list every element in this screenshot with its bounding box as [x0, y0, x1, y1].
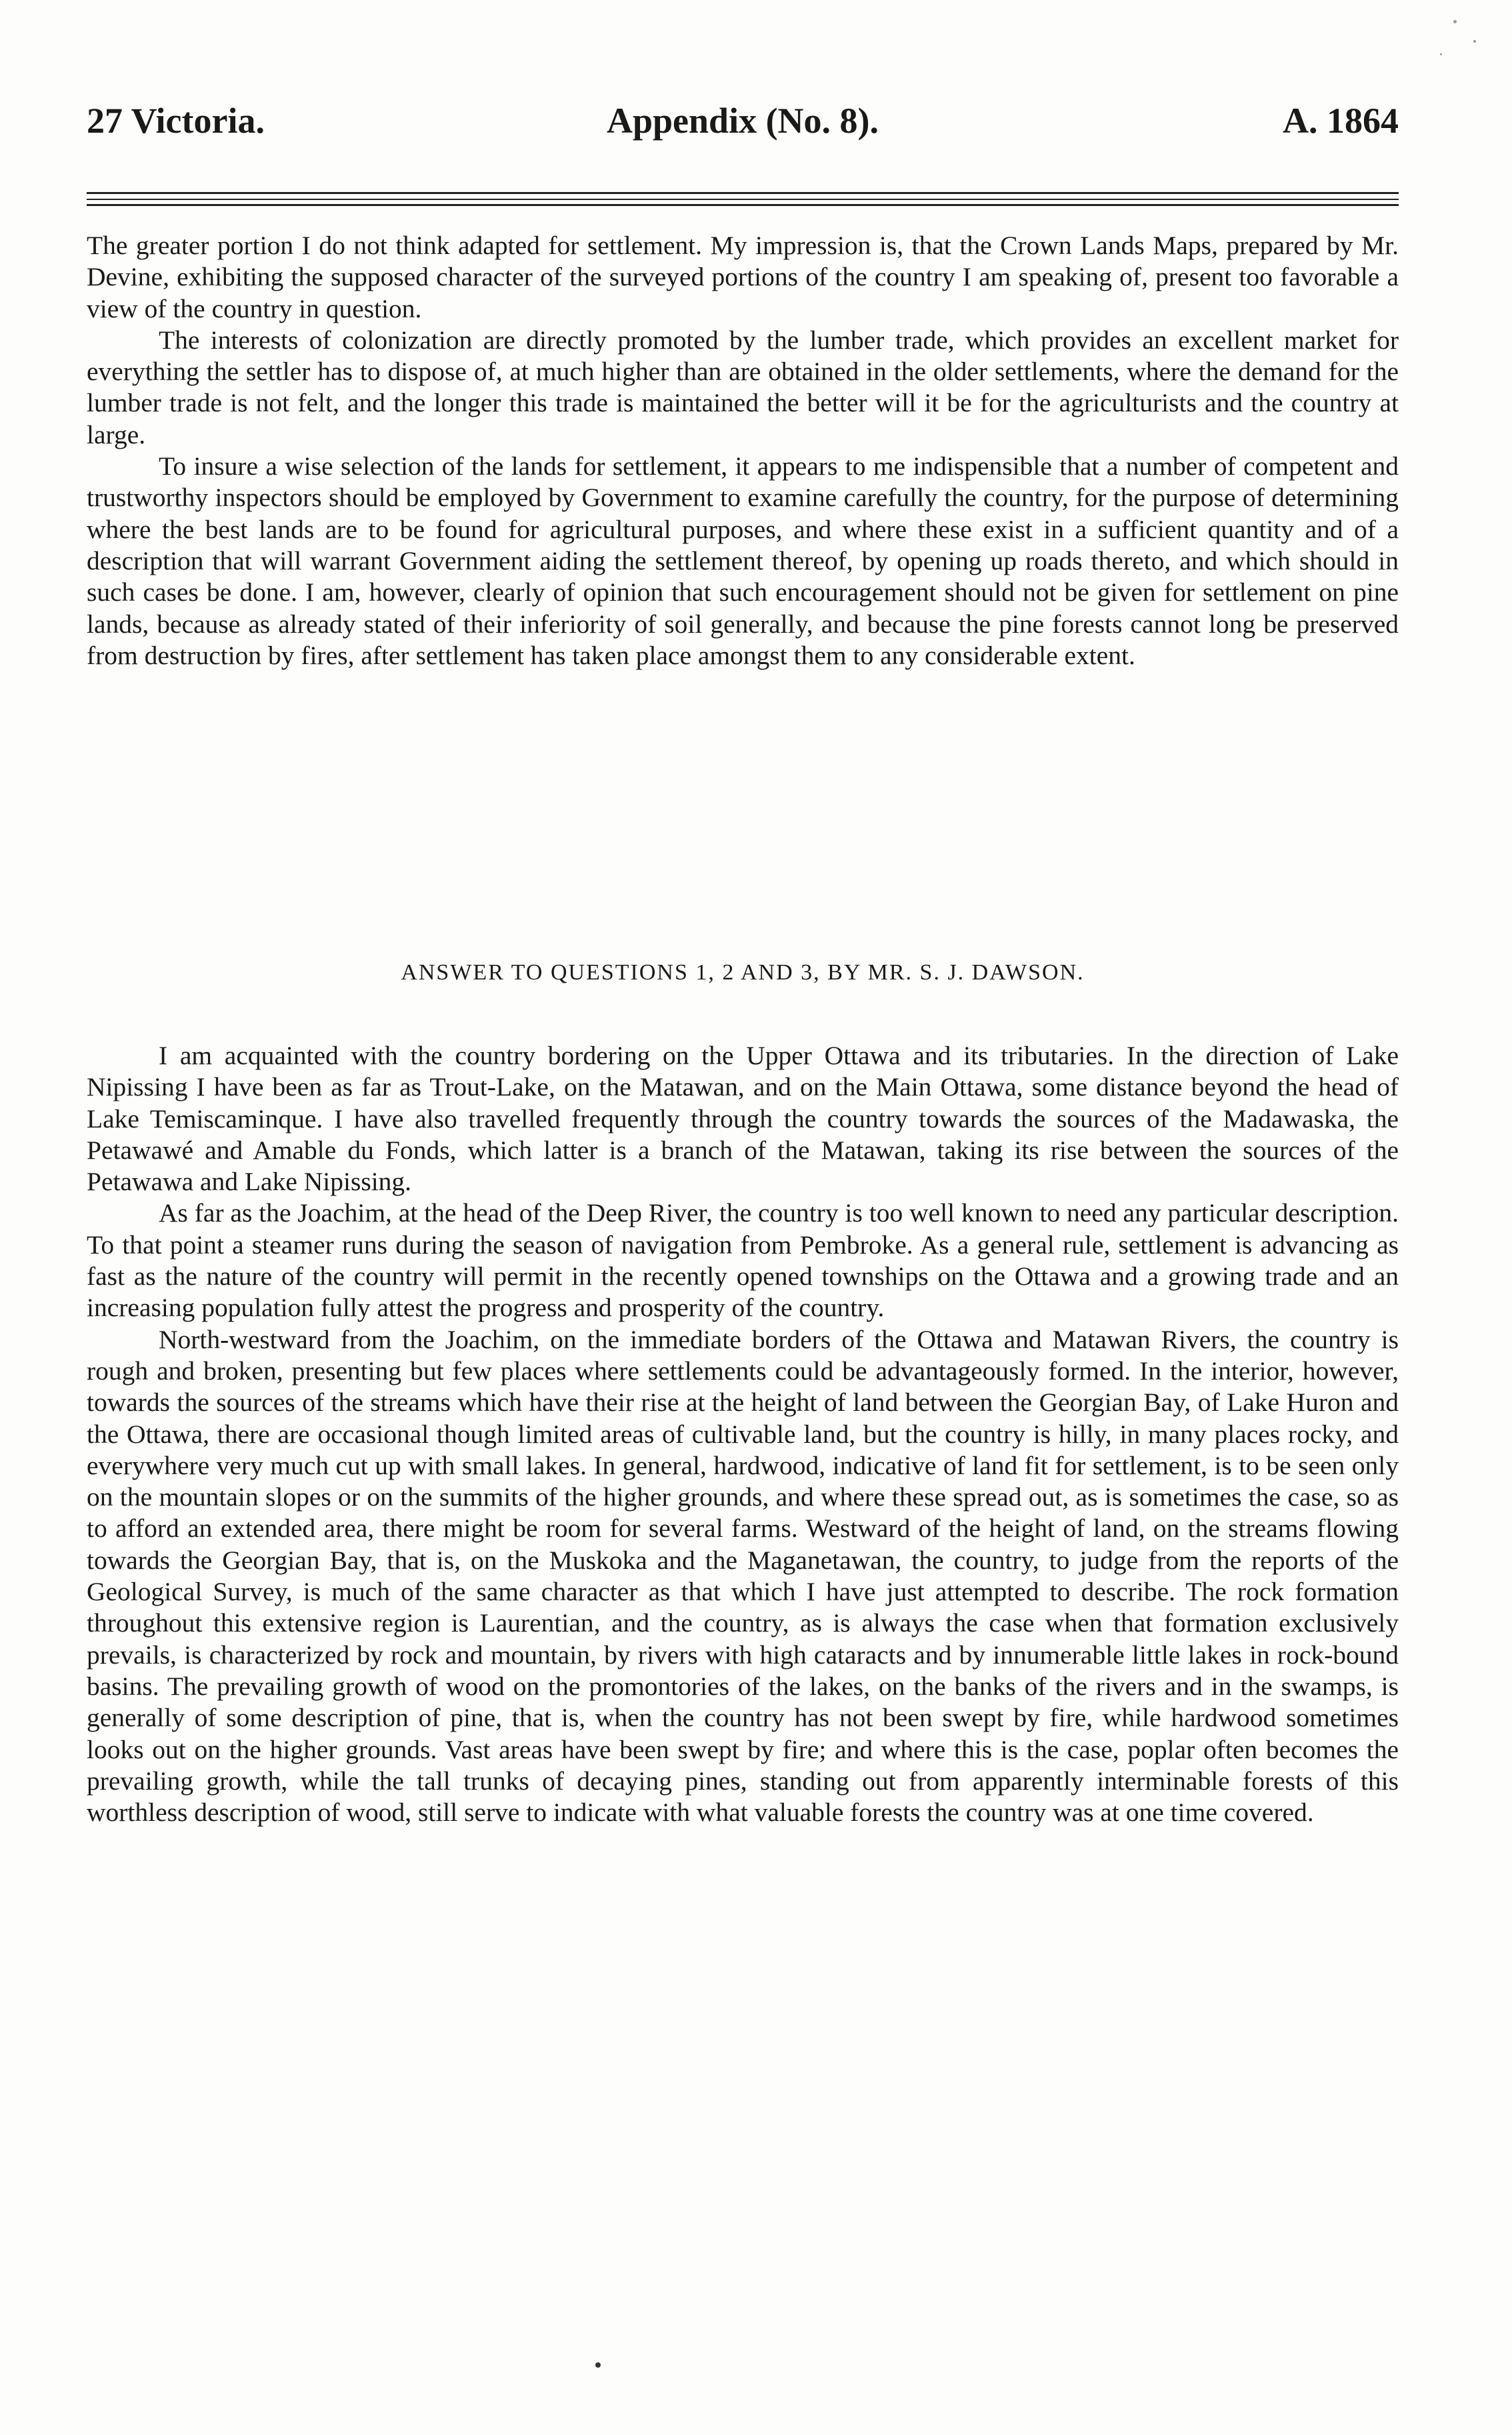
paragraph: As far as the Joachim, at the head of the Deep River, the country is too well known to need any particular description. To that point a steamer runs during the season of navigation from Pembroke. As a general rule, settlement is advancing as fast as the nature of the country will permit in the recently opened townships on the Ottawa and a growing trade and an increasing population fully attest the progress and prosperity of the country.: [87, 1198, 1399, 1323]
text-block-top: [87, 230, 1399, 671]
paragraph: To insure a wise selection of the lands for settlement, it appears to me indispensible that a number of competent and trustworthy inspectors should be employed by Government to examine carefully the country, for the purpose of determining where the best lands are to be found for agricultural purposes, and where these exist in a sufficient quantity and of a description that will warrant Government aiding the settlement thereof, by opening up roads thereto, and which should in such cases be done. I am, however, clearly of opinion that such encouragement should not be given for settlement on pine lands, because as already stated of their inferiority of soil generally, and because the pine forests cannot long be preserved from destruction by fires, after settlement has taken place amongst them to any considerable extent.: [87, 451, 1399, 670]
ink-dot: [595, 2362, 601, 2368]
header-rule: [87, 192, 1399, 194]
paragraph: The greater portion I do not think adapted for settlement. My impression is, that the Crown Lands Maps, prepared by Mr. Devine, exhibiting the supposed character of the surveyed portions of the country I am speaking of, present too favorable a view of the country in question.: [87, 231, 1399, 323]
text-block-dawson: [87, 1040, 1399, 1828]
header-rule: [87, 204, 1399, 206]
print-speck: [1440, 53, 1442, 55]
print-speck: [1473, 40, 1476, 43]
section-heading: ANSWER TO QUESTIONS 1, 2 AND 3, BY MR. S. J. DAWSON.: [401, 960, 1085, 985]
paragraph: I am acquainted with the country bordering on the Upper Ottawa and its tributaries. In the direction of Lake Nipissing I have been as far as Trout-Lake, on the Matawan, and on the Main Ottawa, some distance beyond the head of Lake Temiscaminque. I have also travelled frequently through the country towards the sources of the Madawaska, the Petawawé and Amable du Fonds, which latter is a branch of the Matawan, taking its rise between the sources of the Petawawa and Lake Nipissing.: [87, 1041, 1399, 1197]
paragraph: North-westward from the Joachim, on the immediate borders of the Ottawa and Matawan Rivers, the country is rough and broken, presenting but few places where settlements could be advantageously formed. In the interior, however, towards the sources of the streams which have their rise at the height of land between the Georgian Bay, of Lake Huron and the Ottawa, there are occasional though limited areas of cultivable land, but the country is hilly, in many places rocky, and everywhere very much cut up with small lakes. In general, hardwood, indicative of land fit for settlement, is to be seen only on the mountain slopes or on the summits of the higher grounds, and where these spread out, as is sometimes the case, so as to afford an extended area, there might be room for several farms. Westward of the height of land, on the streams flowing towards the Georgian Bay, that is, on the Muskoka and the Maganetawan, the country, to judge from the reports of the Geological Survey, is much of the same character as that which I have just attempted to describe. The rock formation throughout this extensive region is Laurentian, and the country, as is always the case when that formation exclusively prevails, is characterized by rock and mountain, by rivers with high cataracts and by innumerable little lakes in rock-bound basins. The prevailing growth of wood on the promontories of the lakes, on the banks of the rivers and in the swamps, is generally of some description of pine, that is, when the country has not been swept by fire, while hardwood sometimes looks out on the higher grounds. Vast areas have been swept by fire; and where this is the case, poplar often becomes the prevailing growth, while the tall trunks of decaying pines, standing out from apparently interminable forests of this worthless description of wood, still serve to indicate with what valuable forests the country was at one time covered.: [87, 1324, 1399, 1828]
header-year: A. 1864: [1283, 101, 1399, 141]
print-speck: [1453, 20, 1457, 23]
header-appendix: Appendix (No. 8).: [606, 101, 879, 141]
running-header: [87, 100, 1399, 153]
header-session: 27 Victoria.: [87, 101, 265, 141]
paragraph: The interests of colonization are directly promoted by the lumber trade, which provides an excellent market for everything the settler has to dispose of, at much higher than are obtained in the older settlements, where the demand for the lumber trade is not felt, and the longer this trade is maintained the better will it be for the agriculturists and the country at large.: [87, 325, 1399, 449]
header-rule: [87, 199, 1399, 200]
